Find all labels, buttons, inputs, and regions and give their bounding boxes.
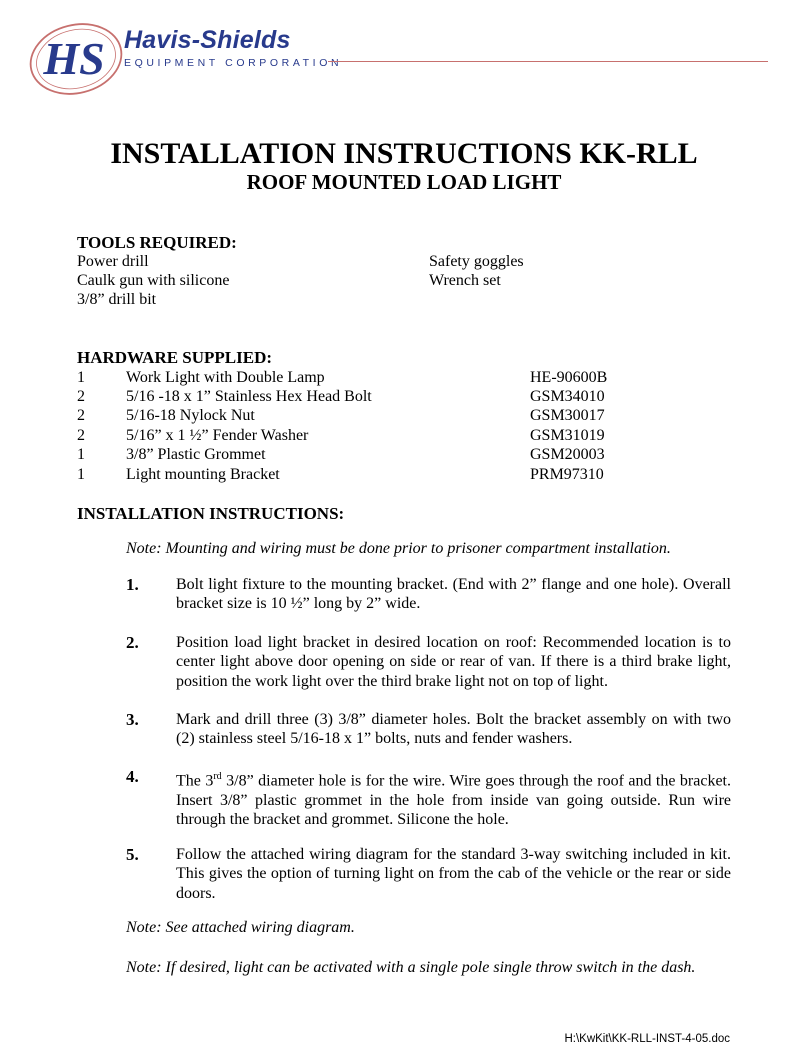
hardware-qty: 1 xyxy=(77,369,85,386)
hardware-row xyxy=(77,446,697,465)
hardware-part-number: GSM20003 xyxy=(530,446,605,463)
hardware-part-number: GSM31019 xyxy=(530,427,605,444)
step-text-post: 3/8” diameter hole is for the wire. Wire goes through the roof and the bracket. Insert 3/8” plastic grommet in the hole from inside van going outside. Run wire through the bracket and grommet. Silicone the hole. xyxy=(176,772,732,829)
brand-name: Havis-Shields xyxy=(124,26,291,54)
hardware-desc: 3/8” Plastic Grommet xyxy=(126,446,266,463)
document-path-footer: H:\KwKit\KK-RLL-INST-4-05.doc xyxy=(564,1033,730,1045)
hardware-row xyxy=(77,407,697,426)
hardware-row xyxy=(77,369,697,388)
tool-item: Power drill xyxy=(77,253,149,270)
tools-heading: TOOLS REQUIRED: xyxy=(77,233,237,252)
prior-installation-note: Note: Mounting and wiring must be done prior to prisoner compartment installation. xyxy=(126,540,671,557)
hardware-desc: 5/16 -18 x 1” Stainless Hex Head Bolt xyxy=(126,388,372,405)
step-text: Position load light bracket in desired location on roof: Recommended location is to center light above door opening on side or rear of van. If there is a third brake light, position the work light over the third brake light not on top of light. xyxy=(176,634,731,690)
step-number: 5. xyxy=(126,845,139,864)
hardware-row xyxy=(77,388,697,407)
step-number: 2. xyxy=(126,633,139,652)
page-subtitle: ROOF MOUNTED LOAD LIGHT xyxy=(246,170,562,194)
step-text: Bolt light fixture to the mounting bracket. (End with 2” flange and one hole). Overall bracket size is 10 ½” long by 2” wide. xyxy=(176,576,731,613)
hardware-desc: Light mounting Bracket xyxy=(126,466,280,483)
hardware-qty: 1 xyxy=(77,446,85,463)
hardware-qty: 2 xyxy=(77,388,85,405)
hardware-desc: 5/16-18 Nylock Nut xyxy=(126,407,255,424)
step-text: Follow the attached wiring diagram for the standard 3-way switching included in kit. This gives the option of turning light on from the cab of the vehicle or the rear or side doors. xyxy=(176,846,731,902)
hardware-desc: Work Light with Double Lamp xyxy=(126,369,325,386)
step-text-pre: The 3 xyxy=(176,772,214,790)
brand-tagline: EQUIPMENT CORPORATION xyxy=(124,57,343,69)
tool-item: Safety goggles xyxy=(429,253,524,270)
step-number: 4. xyxy=(126,767,139,786)
switch-note: Note: If desired, light can be activated with a single pole single throw switch in the dash. xyxy=(126,959,696,976)
wiring-diagram-note: Note: See attached wiring diagram. xyxy=(126,919,355,936)
step-number: 1. xyxy=(126,575,139,594)
hardware-qty: 2 xyxy=(77,407,85,424)
hardware-part-number: PRM97310 xyxy=(530,466,604,483)
tool-item: 3/8” drill bit xyxy=(77,291,157,308)
instructions-heading: INSTALLATION INSTRUCTIONS: xyxy=(77,504,345,523)
hardware-heading: HARDWARE SUPPLIED: xyxy=(77,348,273,367)
step-text: Mark and drill three (3) 3/8” diameter holes. Bolt the bracket assembly on with two (2) stainless steel 5/16-18 x 1” bolts, nuts and fender washers. xyxy=(176,711,731,748)
hardware-desc: 5/16” x 1 ½” Fender Washer xyxy=(126,427,309,444)
tool-item: Wrench set xyxy=(429,272,501,289)
page-title: INSTALLATION INSTRUCTIONS KK-RLL xyxy=(110,137,698,170)
hardware-qty: 1 xyxy=(77,466,85,483)
hardware-row xyxy=(77,466,697,485)
ordinal-suffix: rd xyxy=(213,771,222,782)
hardware-part-number: HE-90600B xyxy=(530,369,608,386)
hardware-part-number: GSM30017 xyxy=(530,407,605,424)
step-number: 3. xyxy=(126,710,139,729)
logo-monogram: HS xyxy=(43,33,105,84)
hardware-part-number: GSM34010 xyxy=(530,388,605,405)
hardware-row xyxy=(77,427,697,446)
header-rule xyxy=(328,61,768,62)
tool-item: Caulk gun with silicone xyxy=(77,272,230,289)
step-text xyxy=(176,767,731,830)
hardware-qty: 2 xyxy=(77,427,85,444)
